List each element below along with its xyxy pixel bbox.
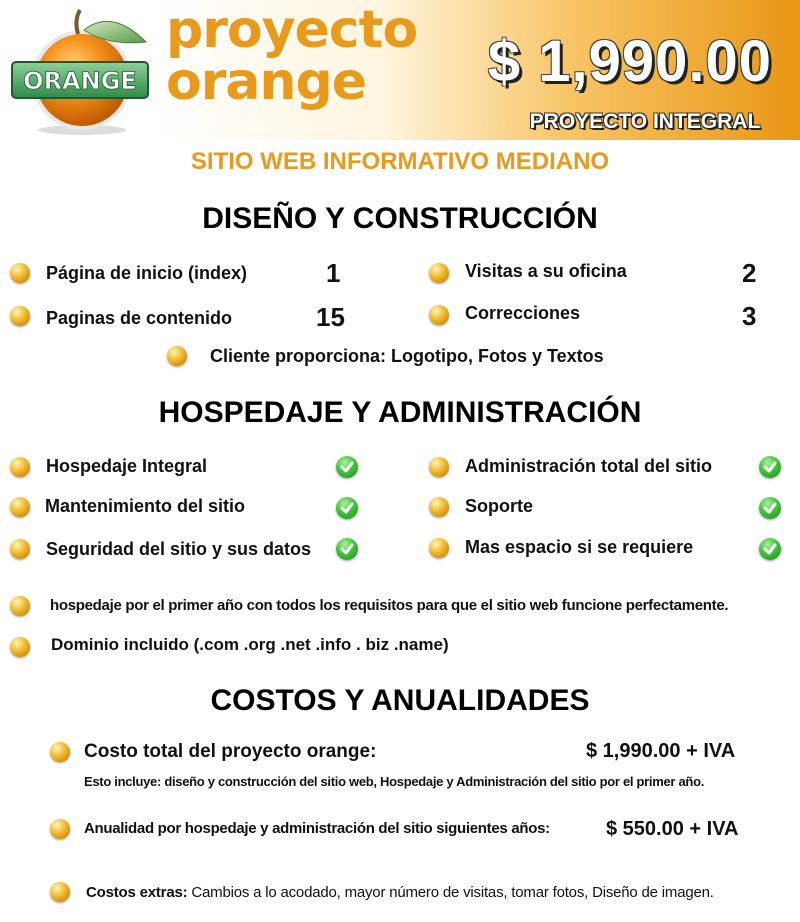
- check-icon: [759, 456, 781, 478]
- brand-line-2: orange: [166, 52, 366, 112]
- cost-total-value: $ 1,990.00 + IVA: [586, 740, 736, 762]
- gold-bullet-icon: [429, 538, 449, 558]
- design-item-label: Paginas de contenido: [46, 308, 233, 328]
- check-icon: [336, 538, 358, 560]
- gold-bullet-icon: [10, 637, 30, 657]
- gold-bullet-icon: [10, 263, 30, 283]
- hosting-item-label: Mas espacio si se requiere: [465, 537, 694, 557]
- hosting-item-label: Soporte: [465, 496, 534, 516]
- cost-extras-text: Cambios a lo acodado, mayor número de visitas, tomar fotos, Diseño de imagen.: [187, 884, 714, 901]
- gold-bullet-icon: [10, 306, 30, 326]
- gold-bullet-icon: [167, 346, 187, 366]
- gold-bullet-icon: [429, 305, 449, 325]
- section-title-hosting: HOSPEDAJE Y ADMINISTRACIÓN: [158, 396, 642, 429]
- cost-annual-value: $ 550.00 + IVA: [606, 818, 739, 840]
- hosting-note-1: hospedaje por el primer año con todos los requisitos para que el sitio web funcione perfectamente.: [50, 597, 729, 614]
- check-icon: [759, 538, 781, 560]
- gold-bullet-icon: [10, 497, 30, 517]
- gold-bullet-icon: [50, 742, 70, 762]
- gold-bullet-icon: [10, 539, 30, 559]
- brand-name: [166, 0, 418, 112]
- design-item-value: 2: [742, 258, 757, 288]
- cost-total-note: Esto incluye: diseño y construcción del sitio web, Hospedaje y Administración del sitio por el primer año.: [84, 774, 705, 789]
- design-item-label: Visitas a su oficina: [465, 261, 627, 281]
- hosting-item-label: Hospedaje Integral: [46, 456, 208, 476]
- cost-extras-label: Costos extras:: [86, 884, 188, 901]
- design-item-label: Correcciones: [465, 303, 581, 323]
- orange-logo: [8, 2, 154, 136]
- check-icon: [336, 497, 358, 519]
- gold-bullet-icon: [429, 263, 449, 283]
- hosting-note-2: Dominio incluido (.com .org .net .info . biz .name): [51, 635, 449, 654]
- page-subtitle: SITIO WEB INFORMATIVO MEDIANO: [190, 148, 610, 175]
- design-item-value: 1: [326, 258, 341, 288]
- section-title-design: DISEÑO Y CONSTRUCCIÓN: [202, 202, 598, 235]
- gold-bullet-icon: [429, 497, 449, 517]
- check-icon: [336, 456, 358, 478]
- design-item-label: Página de inicio (index): [46, 263, 248, 283]
- cost-annual-label: Anualidad por hospedaje y administración del sitio siguientes años:: [84, 820, 550, 837]
- gold-bullet-icon: [50, 882, 70, 902]
- hosting-item-label: Administración total del sitio: [465, 456, 713, 476]
- gold-bullet-icon: [429, 457, 449, 477]
- header-price: $ 1,990.00: [487, 29, 773, 94]
- orange-fruit-logo: [8, 2, 154, 136]
- design-item-value: 15: [316, 302, 345, 332]
- design-note: Cliente proporciona: Logotipo, Fotos y Textos: [210, 346, 604, 366]
- design-item-value: 3: [742, 301, 757, 331]
- cost-extras: [86, 884, 714, 901]
- gold-bullet-icon: [50, 819, 70, 839]
- check-icon: [759, 497, 781, 519]
- hosting-item-label: Seguridad del sitio y sus datos: [46, 539, 312, 559]
- gold-bullet-icon: [10, 596, 30, 616]
- section-title-costs: COSTOS Y ANUALIDADES: [210, 684, 590, 717]
- hosting-item-label: Mantenimiento del sitio: [45, 496, 246, 516]
- gold-bullet-icon: [10, 457, 30, 477]
- header-price-label: PROYECTO INTEGRAL: [529, 110, 761, 133]
- brand-line-1: proyecto: [166, 0, 418, 60]
- logo-badge-text: ORANGE: [23, 67, 137, 95]
- cost-total-label: Costo total del proyecto orange:: [84, 741, 377, 762]
